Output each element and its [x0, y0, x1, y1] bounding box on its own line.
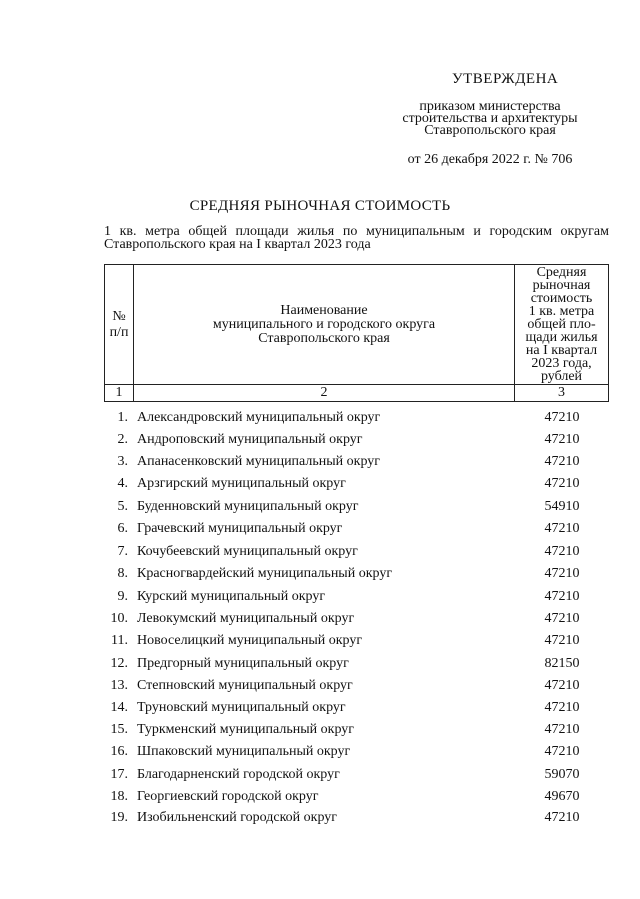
row-value: 47210 — [544, 521, 580, 536]
row-number: 11. — [111, 633, 128, 648]
row-number: 12. — [110, 656, 128, 671]
row-name: Красногвардейский муниципальный округ — [137, 566, 393, 581]
row-number: 16. — [110, 744, 128, 759]
row-name: Андроповский муниципальный округ — [137, 432, 363, 447]
row-number: 18. — [110, 789, 128, 804]
row-number: 15. — [110, 722, 128, 737]
table-row — [0, 432, 640, 452]
table-header-row — [105, 265, 609, 385]
header-cost — [515, 265, 609, 385]
header-name-line: Ставропольского края — [258, 330, 390, 346]
row-number: 8. — [117, 566, 128, 581]
header-cost-line: 1 кв. метра — [528, 304, 595, 319]
row-number: 19. — [110, 810, 128, 825]
row-name: Буденновский муниципальный округ — [137, 499, 359, 514]
header-name-line: муниципального и городского округа — [212, 316, 436, 332]
table-header — [104, 264, 609, 402]
table-row — [0, 410, 640, 430]
header-name-line: Наименование — [280, 302, 368, 318]
row-number: 13. — [110, 678, 128, 693]
row-value: 47210 — [544, 611, 580, 626]
header-num — [105, 265, 134, 385]
row-name: Георгиевский городской округ — [137, 789, 319, 804]
row-value: 47210 — [544, 589, 580, 604]
row-name: Степновский муниципальный округ — [137, 678, 353, 693]
row-value: 47210 — [544, 566, 580, 581]
row-number: 14. — [110, 700, 128, 715]
row-value: 47210 — [544, 633, 580, 648]
table-row — [0, 476, 640, 496]
row-name: Арзгирский муниципальный округ — [137, 476, 346, 491]
row-name: Апанасенковский муниципальный округ — [137, 454, 381, 469]
column-number-3: 3 — [515, 385, 609, 402]
table-row — [0, 722, 640, 742]
row-name: Кочубеевский муниципальный округ — [137, 544, 358, 559]
table-row — [0, 656, 640, 676]
row-name: Грачевский муниципальный округ — [137, 521, 343, 536]
row-number: 1. — [117, 410, 128, 425]
row-value: 59070 — [544, 767, 580, 782]
header-cost-line: 2023 года, — [531, 356, 592, 371]
column-number-1: 1 — [105, 385, 134, 402]
row-name: Александровский муниципальный округ — [137, 410, 381, 425]
row-value: 47210 — [544, 410, 580, 425]
table-row — [0, 700, 640, 720]
header-cost-line: щади жилья — [525, 330, 598, 345]
row-number: 9. — [117, 589, 128, 604]
table-row — [0, 589, 640, 609]
row-name: Благодарненский городской округ — [137, 767, 340, 782]
row-name: Левокумский муниципальный округ — [137, 611, 355, 626]
table-row — [0, 810, 640, 830]
row-number: 10. — [110, 611, 128, 626]
table-row — [0, 633, 640, 653]
column-number-row — [105, 385, 609, 402]
row-value: 49670 — [544, 789, 580, 804]
header-cost-line: общей пло- — [527, 317, 596, 332]
row-name: Труновский муниципальный округ — [137, 700, 346, 715]
header-cost-line: рыночная — [532, 278, 591, 293]
table-row — [0, 789, 640, 809]
row-name: Новоселицкий муниципальный округ — [137, 633, 363, 648]
document-subtitle: 1 кв. метра общей площади жилья по муниципальным и городским округам Ставропольского края на I квартал 2023 года — [104, 224, 609, 252]
header-name — [134, 265, 515, 385]
row-value: 47210 — [544, 744, 580, 759]
table-row — [0, 744, 640, 764]
approval-title: УТВЕРЖДЕНА — [452, 71, 559, 87]
row-name: Шпаковский муниципальный округ — [137, 744, 351, 759]
row-name: Курский муниципальный округ — [137, 589, 326, 604]
table-row — [0, 544, 640, 564]
row-value: 47210 — [544, 432, 580, 447]
approval-line-2: строительства и архитектуры — [402, 111, 578, 126]
table-row — [0, 454, 640, 474]
table-row — [0, 566, 640, 586]
row-value: 54910 — [544, 499, 580, 514]
table-row — [0, 499, 640, 519]
row-name: Изобильненский городской округ — [137, 810, 338, 825]
header-num-line: п/п — [109, 324, 129, 340]
header-cost-line: стоимость — [530, 291, 593, 306]
row-number: 6. — [117, 521, 128, 536]
row-number: 5. — [117, 499, 128, 514]
row-name: Предгорный муниципальный округ — [137, 656, 349, 671]
column-number-2: 2 — [134, 385, 515, 402]
row-value: 47210 — [544, 700, 580, 715]
table-row — [0, 767, 640, 787]
row-number: 7. — [117, 544, 128, 559]
table-row — [0, 521, 640, 541]
approval-date: от 26 декабря 2022 г. № 706 — [407, 152, 573, 167]
header-cost-line: Средняя — [536, 265, 587, 280]
row-value: 47210 — [544, 722, 580, 737]
row-value: 47210 — [544, 544, 580, 559]
row-number: 4. — [117, 476, 128, 491]
document-title: СРЕДНЯЯ РЫНОЧНАЯ СТОИМОСТЬ — [189, 198, 451, 214]
approval-line-3: Ставропольского края — [424, 123, 556, 138]
table-row — [0, 678, 640, 698]
row-number: 3. — [117, 454, 128, 469]
table-row — [0, 611, 640, 631]
row-name: Туркменский муниципальный округ — [137, 722, 354, 737]
approval-line-1: приказом министерства — [419, 99, 561, 114]
row-number: 17. — [110, 767, 128, 782]
row-value: 47210 — [544, 454, 580, 469]
header-cost-line: рублей — [540, 369, 583, 384]
row-value: 47210 — [544, 678, 580, 693]
row-value: 47210 — [544, 810, 580, 825]
row-number: 2. — [117, 432, 128, 447]
row-value: 82150 — [544, 656, 580, 671]
row-value: 47210 — [544, 476, 580, 491]
header-num-line: № — [112, 308, 126, 324]
header-cost-line: на I квартал — [525, 343, 598, 358]
